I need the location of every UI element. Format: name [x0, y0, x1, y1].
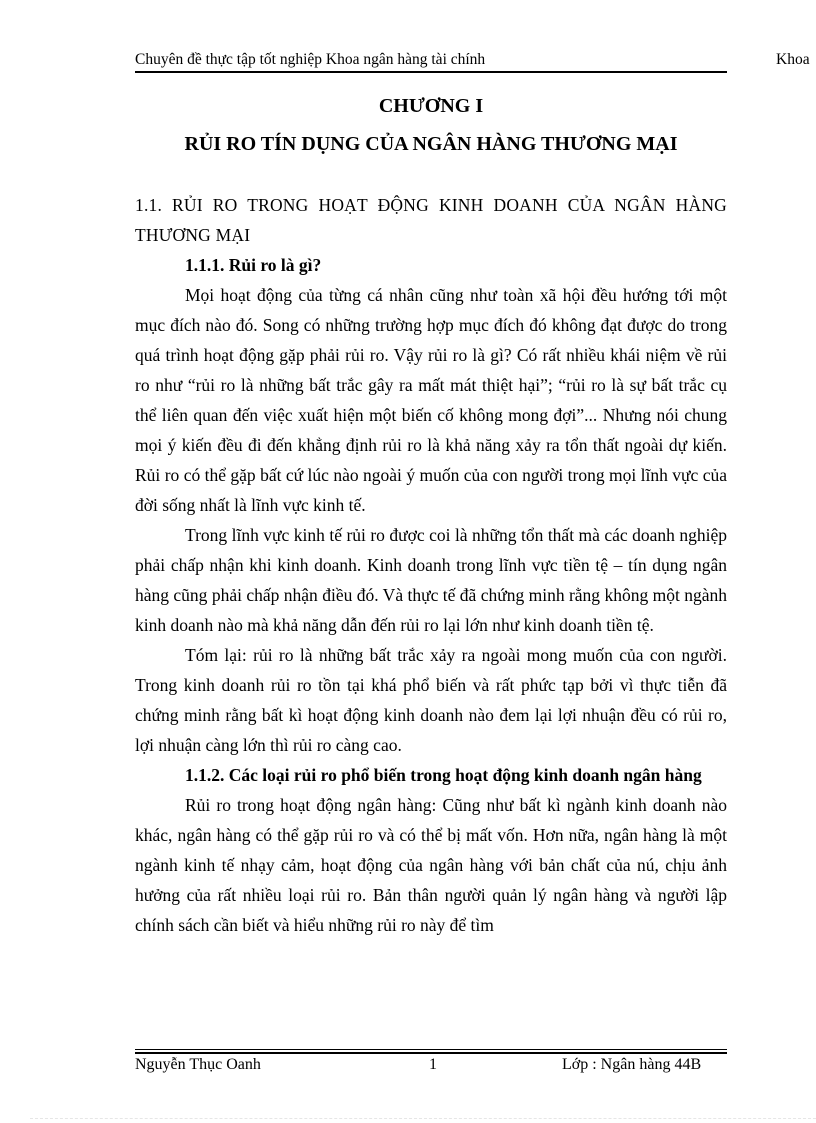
chapter-number: CHƯƠNG I: [378, 95, 484, 117]
footer-rule-thin: [135, 1049, 727, 1050]
header-rule: [135, 71, 727, 73]
paragraph-3: Tóm lại: rủi ro là những bất trắc xảy ra ngoài mong muốn của con người. Trong kinh doanh rủi ro tồn tại khá phổ biến và rất phức tạp bởi vì thực tiễn đã chứng minh rằng bất kì hoạt động kinh doanh nào đem lại lợi nhuận đều có rủi ro, lợi nhuận càng lớn thì rủi ro càng cao.: [135, 645, 727, 755]
subsection-heading-2: 1.1.2. Các loại rủi ro phổ biến trong hoạt động kinh doanh ngân hàng: [185, 765, 702, 785]
footer-author: Nguyễn Thục Oanh: [135, 1056, 261, 1073]
chapter-title: RỦI RO TÍN DỤNG CỦA NGÂN HÀNG THƯƠNG MẠI: [184, 133, 678, 155]
footer-rule-thick: [135, 1052, 727, 1054]
paragraph-2: Trong lĩnh vực kinh tế rủi ro được coi là những tổn thất mà các doanh nghiệp phải chấp nhận khi kinh doanh. Kinh doanh trong lĩnh vực tiền tệ – tín dụng ngân hàng cũng phải chấp nhận điều đó. Và thực tế đã chứng minh rằng không một ngành kinh doanh nào mà khả năng dẫn đến rủi ro lại lớn như kinh doanh tiền tệ.: [135, 525, 727, 635]
header-title: Chuyên đề thực tập tốt nghiệp Khoa ngân hàng tài chính: [135, 51, 486, 68]
header-right-text: Khoa: [776, 51, 810, 68]
paragraph-4: Rủi ro trong hoạt động ngân hàng: Cũng như bất kì ngành kinh doanh nào khác, ngân hàng có thể gặp rủi ro và có thể bị mất vốn. Hơn nữa, ngân hàng là một ngành kinh tế nhạy cảm, hoạt động của ngân hàng với bản chất của nú, chịu ảnh hưởng của rất nhiều loại rủi ro. Bản thân người quản lý ngân hàng và người lập chính sách cần biết và hiểu những rủi ro này để tìm: [135, 795, 727, 935]
paragraph-1: Mọi hoạt động của từng cá nhân cũng như toàn xã hội đều hướng tới một mục đích nào đó. Song có những trường hợp mục đích đó không đạt được do trong quá trình hoạt động gặp phải rủi ro. Vậy rủi ro là gì? Có rất nhiều khái niệm về rủi ro như “rủi ro là những bất trắc gây ra mất mát thiệt hại”; “rủi ro là sự bất trắc cụ thể liên quan đến việc xuất hiện một biến cố không mong đợi”... Nhưng nói chung mọi ý kiến đều đi đến khẳng định rủi ro là khả năng xảy ra tổn thất ngoài dự kiến. Rủi ro có thể gặp bất cứ lúc nào ngoài ý muốn của con người trong mọi lĩnh vực của đời sống nhất là lĩnh vực kinh tế.: [135, 285, 727, 515]
subsection-heading-1: 1.1.1. Rủi ro là gì?: [185, 255, 322, 275]
document-body: [135, 190, 727, 940]
page-number: 1: [429, 1056, 437, 1073]
section-heading: 1.1. RỦI RO TRONG HOẠT ĐỘNG KINH DOANH CỦA NGÂN HÀNG THƯƠNG MẠI: [135, 195, 727, 245]
footer-class: Lớp : Ngân hàng 44B: [562, 1056, 702, 1073]
page-break-line: [30, 1118, 816, 1119]
